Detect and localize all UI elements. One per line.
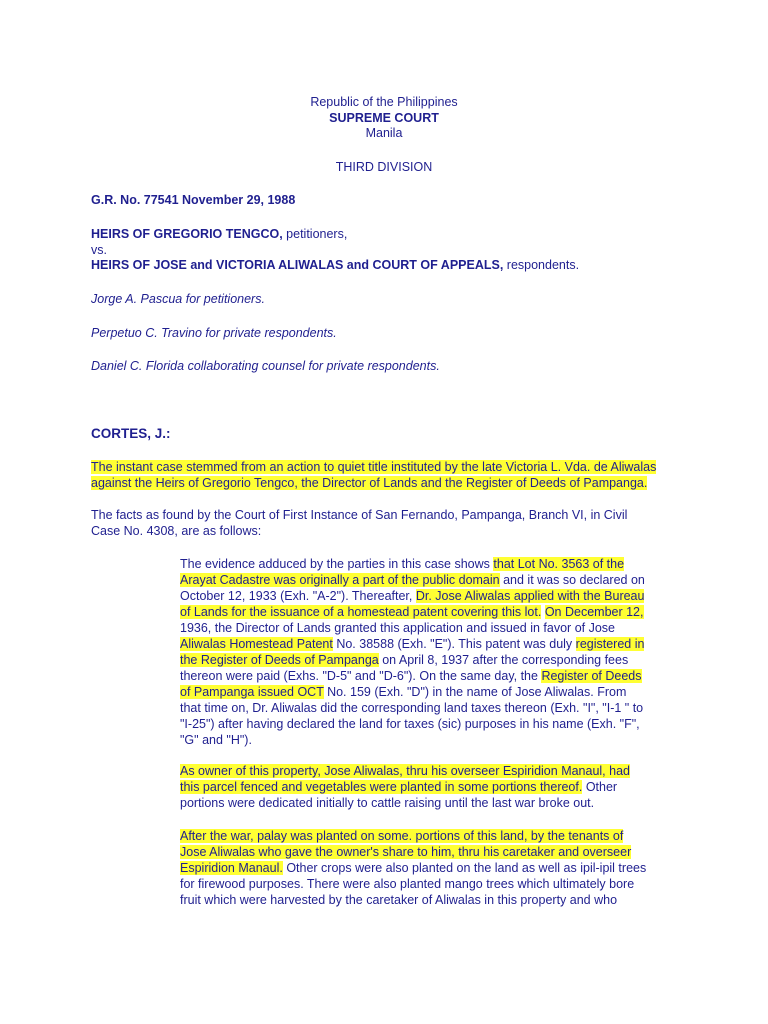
petitioners-line	[91, 226, 691, 242]
text-line: Other	[582, 780, 618, 794]
text-line: October 12, 1933 (Exh. "A-2"). Thereafter,	[180, 589, 416, 603]
highlight: registered in	[575, 637, 645, 651]
text-line: Other crops were also planted on the land as well as ipil-ipil trees	[282, 861, 647, 875]
highlight: that Lot No. 3563 of the	[493, 557, 625, 571]
ponente: CORTES, J.:	[91, 426, 171, 441]
text-line: and it was so declared on	[499, 573, 645, 587]
paragraph-1	[91, 459, 671, 491]
highlight: As owner of this property, Jose Aliwalas, thru his overseer Espiridion Manaul, had	[180, 764, 630, 778]
highlight: Jose Aliwalas who gave the owner's share to him, thru his caretaker and overseer	[180, 845, 632, 859]
republic-line: Republic of the Philippines	[310, 95, 458, 109]
petitioners-name: HEIRS OF GREGORIO TENGCO,	[91, 227, 283, 241]
division: THIRD DIVISION	[335, 160, 433, 174]
highlight: On December 12,	[544, 605, 644, 619]
highlight: against the Heirs of Gregorio Tengco, the Director of Lands and the Register of Deeds of Pampanga.	[91, 476, 648, 490]
text-line: portions were dedicated initially to cattle raising until the last war broke out.	[180, 796, 595, 810]
text-line: No. 159 (Exh. "D") in the name of Jose Aliwalas. From	[323, 685, 627, 699]
text-line: on April 8, 1937 after the corresponding fees	[378, 653, 629, 667]
highlight: of Pampanga issued OCT	[180, 685, 324, 699]
text-line: for firewood purposes. There were also planted mango trees which ultimately bore	[180, 877, 635, 891]
petitioners-role: petitioners,	[282, 227, 348, 241]
text-line: The evidence adduced by the parties in this case shows	[180, 557, 494, 571]
counsel-respondents: Perpetuo C. Travino for private respondents.	[91, 326, 337, 340]
paragraph-2	[91, 507, 671, 539]
highlight: After the war, palay was planted on some. portions of this land, by the tenants of	[180, 829, 624, 843]
counsel-petitioners: Jorge A. Pascua for petitioners.	[91, 292, 265, 306]
court-city: Manila	[365, 126, 403, 140]
court-name: SUPREME COURT	[329, 111, 439, 125]
text-line: that time on, Dr. Aliwalas did the corresponding land taxes thereon (Exh. "I", "I-1 " to	[180, 701, 644, 715]
respondents-role: respondents.	[503, 258, 580, 272]
highlight: Aliwalas Homestead Patent	[180, 637, 333, 651]
highlight: of Lands for the issuance of a homestead patent covering this lot.	[180, 605, 542, 619]
highlight: this parcel fenced and vegetables were planted in some portions thereof.	[180, 780, 583, 794]
counsel-collaborating: Daniel C. Florida collaborating counsel for private respondents.	[91, 359, 440, 373]
versus: vs.	[91, 243, 107, 257]
highlight: The instant case stemmed from an action to quiet title instituted by the late Victoria L. Vda. de Aliwalas	[91, 460, 657, 474]
quote-paragraph-2	[180, 763, 676, 811]
text-line: fruit which were harvested by the caretaker of Aliwalas in this property and who	[180, 893, 618, 907]
text-line: No. 38588 (Exh. "E"). This patent was duly	[332, 637, 576, 651]
respondents-line	[91, 257, 691, 273]
highlight: Espiridion Manaul.	[180, 861, 283, 875]
case-number: G.R. No. 77541 November 29, 1988	[91, 193, 296, 207]
highlight: Dr. Jose Aliwalas applied with the Bureau	[415, 589, 645, 603]
text-line: Case No. 4308, are as follows:	[91, 524, 262, 538]
respondents-name: HEIRS OF JOSE and VICTORIA ALIWALAS and COURT OF APPEALS,	[91, 258, 504, 272]
text-line: "G" and "H").	[180, 733, 252, 747]
text-line: "I-25") after having declared the land for taxes (sic) purposes in his name (Exh. "F",	[180, 717, 640, 731]
highlight: Arayat Cadastre was originally a part of the public domain	[180, 573, 500, 587]
quote-paragraph-3	[180, 828, 676, 908]
text-line: thereon were paid (Exhs. "D-5" and "D-6"). On the same day, the	[180, 669, 542, 683]
highlight: the Register of Deeds of Pampanga	[180, 653, 379, 667]
text-line: 1936, the Director of Lands granted this application and issued in favor of Jose	[180, 621, 615, 635]
quote-paragraph-1	[180, 556, 676, 748]
text-line: The facts as found by the Court of First Instance of San Fernando, Pampanga, Branch VI, in Civil	[91, 508, 628, 522]
highlight: Register of Deeds	[541, 669, 642, 683]
